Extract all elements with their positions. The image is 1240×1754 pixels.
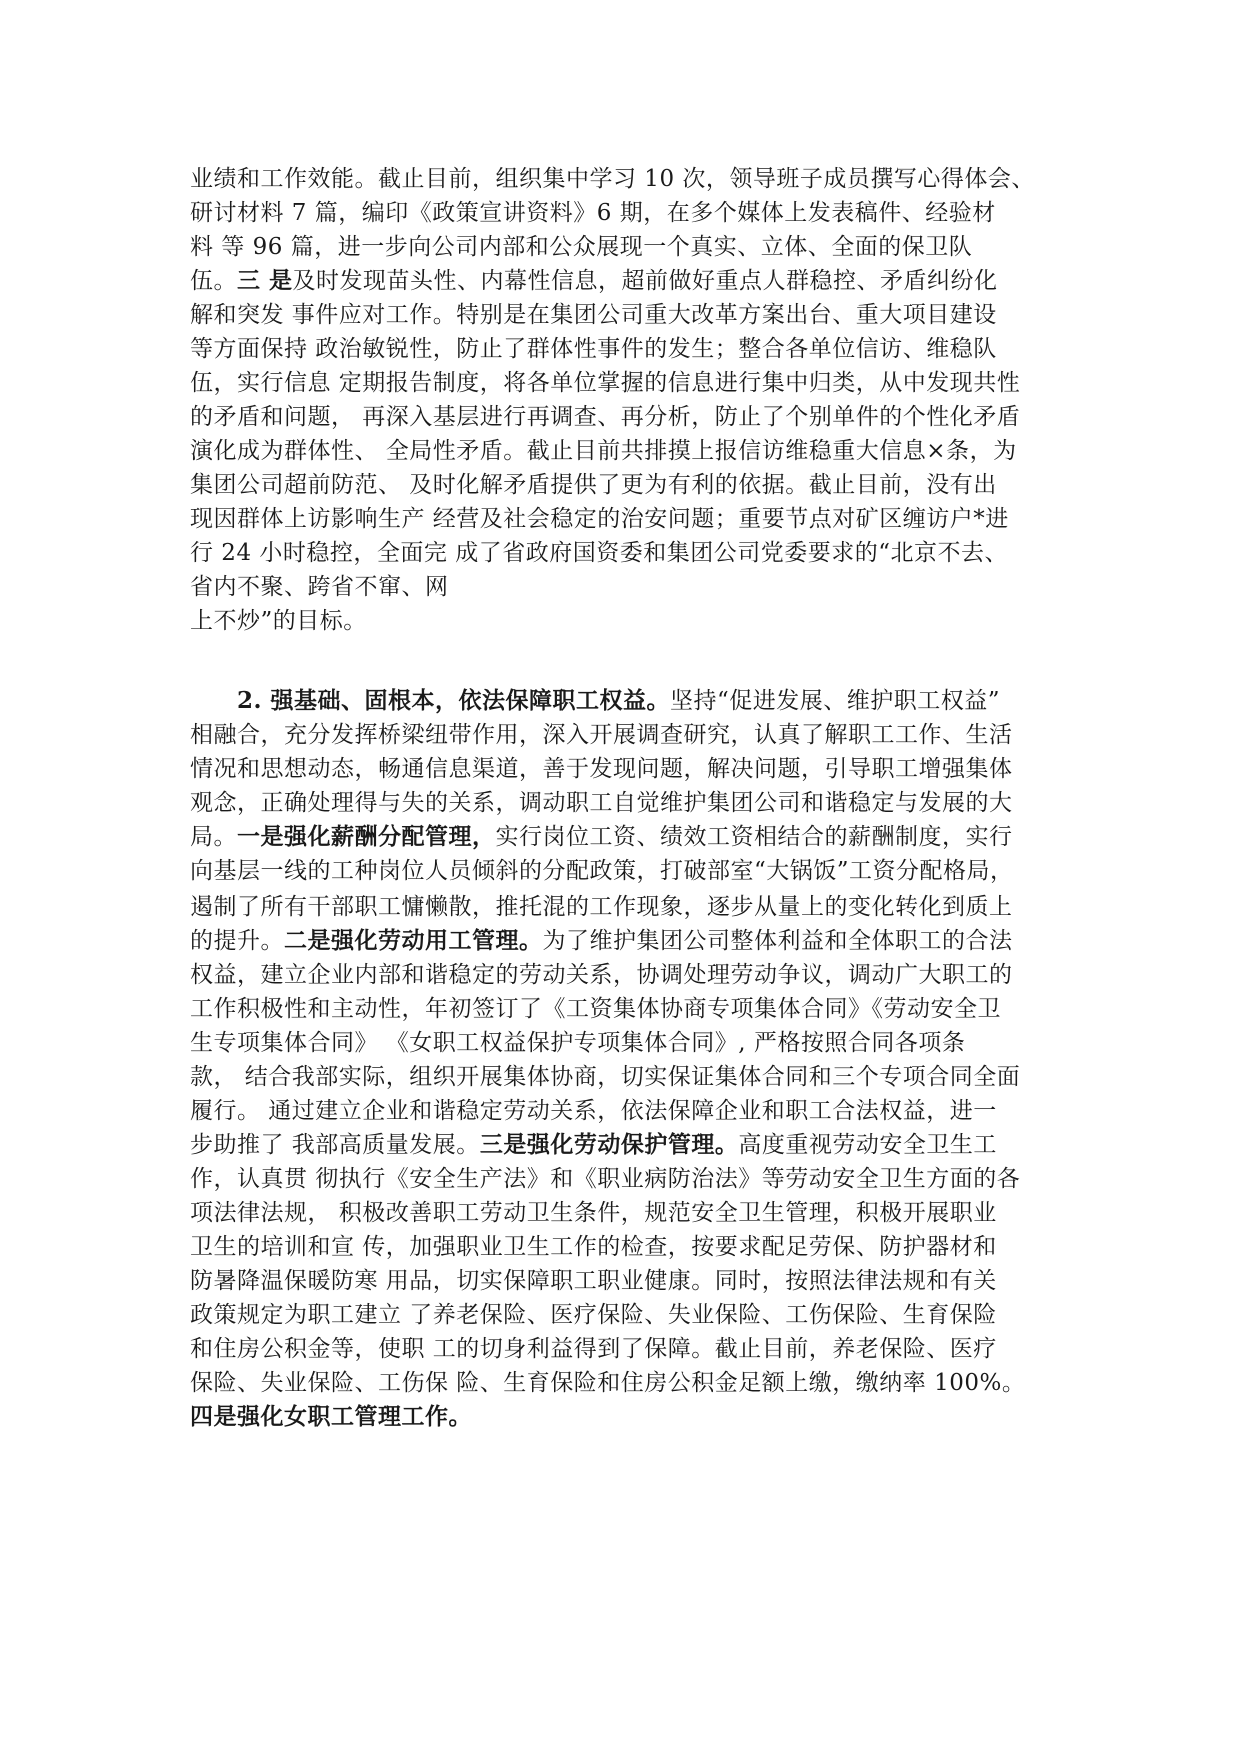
text-line — [190, 264, 1070, 298]
text-line: 权益，建立企业内部和谐稳定的劳动关系，协调处理劳动争议，调动广大职工的 — [190, 962, 1013, 988]
text-line: 作，认真贯 彻执行《安全生产法》和《职业病防治法》等劳动安全卫生方面的各 — [190, 1166, 1021, 1192]
text-run: 步助推了 我部高质量发展。 — [190, 1132, 480, 1158]
text-line: 料 等 96 篇，进一步向公司内部和公众展现一个真实、立体、全面的保卫队 — [190, 234, 973, 260]
text-line — [190, 1128, 1070, 1162]
text-line — [190, 820, 1070, 854]
text-line: 卫生的培训和宣 传，加强职业卫生工作的检查，按要求配足劳保、防护器材和 — [190, 1234, 997, 1260]
text-line: 履行。 通过建立企业和谐稳定劳动关系，依法保障企业和职工合法权益，进一 — [190, 1098, 997, 1124]
bold-heading-run: 一是强化薪酬分配管理， — [237, 823, 496, 850]
text-run: 及时发现苗头性、内幕性信息，超前做好重点人群稳控、矛盾纠纷化 — [292, 268, 998, 294]
text-run: 坚持“促进发展、维护职工权益” — [670, 688, 1001, 714]
bold-heading-run: 三 是 — [237, 267, 293, 294]
bold-heading-line: 四是强化女职工管理工作。 — [190, 1403, 472, 1430]
text-line: 工作积极性和主动性，年初签订了《工资集体协商专项集体合同》《劳动安全卫 — [190, 996, 1001, 1022]
text-line: 政策规定为职工建立 了养老保险、医疗保险、失业保险、工伤保险、生育保险 — [190, 1302, 997, 1328]
paragraph-2 — [190, 684, 1070, 1434]
text-line: 上不炒”的目标。 — [190, 608, 367, 634]
text-run: 高度重视劳动安全卫生工 — [738, 1132, 997, 1158]
text-line: 的矛盾和问题， 再深入基层进行再调查、再分析，防止了个别单件的个性化矛盾 — [190, 404, 1021, 430]
text-line: 研讨材料 7 篇，编印《政策宣讲资料》6 期，在多个媒体上发表稿件、经验材 — [190, 200, 996, 226]
text-line: 和住房公积金等，使职 工的切身利益得到了保障。截止目前，养老保险、医疗 — [190, 1336, 997, 1362]
text-run: 为了维护集团公司整体利益和全体职工的合法 — [542, 928, 1013, 954]
paragraph-1 — [190, 162, 1070, 638]
text-line: 现因群体上访影响生产 经营及社会稳定的治安问题；重要节点对矿区缠访户*进 — [190, 506, 1009, 532]
text-line: 伍，实行信息 定期报告制度，将各单位掌握的信息进行集中归类，从中发现共性 — [190, 370, 1021, 396]
text-line: 集团公司超前防范、 及时化解矛盾提供了更为有利的依据。截止目前，没有出 — [190, 472, 997, 498]
text-run: 的提升。 — [190, 928, 284, 954]
text-line — [190, 684, 1070, 718]
text-line: 等方面保持 政治敏锐性，防止了群体性事件的发生；整合各单位信访、维稳队 — [190, 336, 997, 362]
text-line: 向基层一线的工种岗位人员倾斜的分配政策，打破部室“大锅饭”工资分配格局， — [190, 858, 1014, 884]
text-run: 局。 — [190, 824, 237, 850]
text-line — [190, 924, 1070, 958]
bold-heading-run: 三是强化劳动保护管理。 — [479, 1131, 739, 1158]
text-line: 相融合，充分发挥桥梁纽带作用，深入开展调查研究，认真了解职工工作、生活 — [190, 722, 1013, 748]
text-line: 款， 结合我部实际，组织开展集体协商，切实保证集体合同和三个专项合同全面 — [190, 1064, 1021, 1090]
text-line: 防暑降温保暖防寒 用品，切实保障职工职业健康。同时，按照法律法规和有关 — [190, 1268, 997, 1294]
section-heading: 2. 强基础、固根本，依法保障职工权益。 — [237, 687, 671, 714]
text-run: 伍。 — [190, 268, 237, 294]
text-line: 业绩和工作效能。截止目前，组织集中学习 10 次，领导班子成员撰写心得体会、 — [190, 166, 1035, 192]
text-line: 观念，正确处理得与失的关系，调动职工自觉维护集团公司和谐稳定与发展的大 — [190, 790, 1013, 816]
text-line: 生专项集体合同》 《女职工权益保护专项集体合同》, 严格按照合同各项条 — [190, 1030, 966, 1056]
text-line: 项法律法规， 积极改善职工劳动卫生条件，规范安全卫生管理，积极开展职业 — [190, 1200, 997, 1226]
text-line: 演化成为群体性、 全局性矛盾。截止目前共排摸上报信访维稳重大信息×条，为 — [190, 438, 1017, 464]
text-line: 保险、失业保险、工伤保 险、生育保险和住房公积金足额上缴，缴纳率 100%。 — [190, 1370, 1026, 1396]
text-run: 实行岗位工资、绩效工资相结合的薪酬制度，实行 — [495, 824, 1013, 850]
text-line: 行 24 小时稳控，全面完 成了省政府国资委和集团公司党委要求的“北京不去、 — [190, 540, 1008, 566]
text-line: 遏制了所有干部职工慵懒散，推托混的工作现象，逐步从量上的变化转化到质上 — [190, 894, 1013, 920]
text-line: 解和突发 事件应对工作。特别是在集团公司重大改革方案出台、重大项目建设 — [190, 302, 997, 328]
text-line: 省内不聚、跨省不窜、网 — [190, 574, 449, 600]
text-line: 情况和思想动态，畅通信息渠道，善于发现问题，解决问题，引导职工增强集体 — [190, 756, 1013, 782]
bold-heading-run: 二是强化劳动用工管理。 — [284, 927, 543, 954]
